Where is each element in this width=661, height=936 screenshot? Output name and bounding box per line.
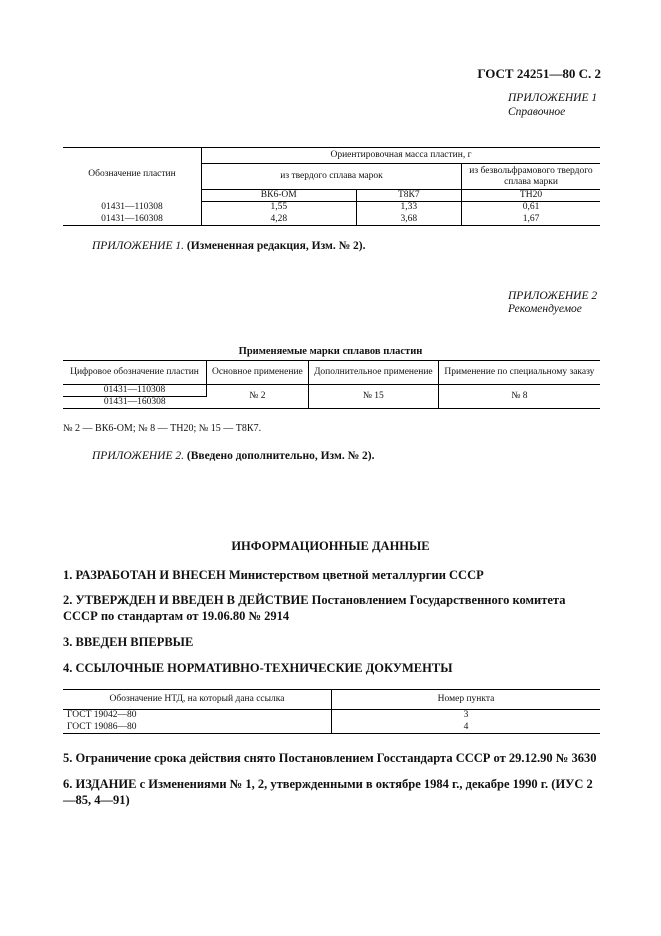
col-header: Дополнительное применение	[308, 361, 438, 385]
doc-cell: ГОСТ 19086—80	[63, 722, 332, 734]
info-item-3: 3. ВВЕДЕН ВПЕРВЫЕ	[63, 635, 194, 649]
grade-header: ВК6-ОМ	[202, 190, 357, 202]
col-designation-header: Обозначение пластин	[63, 148, 202, 202]
special-application-cell: № 8	[438, 385, 600, 409]
col-header: Обозначение НТД, на который дана ссылка	[63, 690, 332, 710]
additional-application-cell: № 15	[308, 385, 438, 409]
grade-header: Т8К7	[356, 190, 461, 202]
appendix2-label: ПРИЛОЖЕНИЕ 2	[508, 290, 598, 302]
appendix1-note	[92, 240, 366, 252]
designation-cell: 01431—160308	[63, 214, 202, 226]
note-ref: ПРИЛОЖЕНИЕ 2.	[92, 450, 184, 462]
appendix1-table	[63, 147, 600, 226]
appendix2-table	[63, 360, 600, 409]
value-cell: 4,28	[202, 214, 357, 226]
table-row	[63, 214, 600, 226]
note-change: (Измененная редакция, Изм. № 2).	[186, 240, 366, 252]
appendix2-type: Рекомендуемое	[508, 303, 582, 315]
appendix2-legend: № 2 — ВК6-ОМ; № 8 — ТН20; № 15 — Т8К7.	[63, 423, 262, 434]
appendix2-table-title: Применяемые марки сплавов пластин	[238, 346, 423, 357]
value-cell: 3,68	[356, 214, 461, 226]
designation-cell: 01431—110308	[63, 202, 202, 214]
note-ref: ПРИЛОЖЕНИЕ 1.	[92, 240, 184, 252]
col-mass-header: Ориентировочная масса пластин, г	[202, 148, 601, 164]
value-cell: 1,67	[462, 214, 601, 226]
info-item-1: 1. РАЗРАБОТАН И ВНЕСЕН Министерством цветной металлургии СССР	[63, 568, 484, 582]
value-cell: 1,33	[356, 202, 461, 214]
designation-cell: 01431—160308	[63, 397, 207, 409]
grade-header: ТН20	[462, 190, 601, 202]
appendix1-type: Справочное	[508, 106, 566, 118]
value-cell: 0,61	[522, 202, 540, 213]
table-row	[63, 202, 600, 214]
references-table	[63, 689, 600, 734]
doc-cell: ГОСТ 19042—80	[63, 710, 332, 722]
note-change: (Введено дополнительно, Изм. № 2).	[186, 450, 375, 462]
table-row	[63, 710, 600, 722]
value-cell: 1,55	[202, 202, 357, 214]
info-item-5: 5. Ограничение срока действия снято Постановлением Госстандарта СССР от 29.12.90 № 3630	[63, 751, 597, 765]
appendix1-label: ПРИЛОЖЕНИЕ 1	[508, 92, 598, 104]
appendix2-note	[92, 450, 374, 462]
col-header: Цифровое обозначение пластин	[63, 361, 207, 385]
clause-cell: 4	[332, 722, 601, 734]
col-header: Применение по специальному заказу	[438, 361, 600, 385]
table-row	[63, 722, 600, 734]
main-application-cell: № 2	[207, 385, 309, 409]
table-row	[63, 385, 600, 397]
clause-cell: 3	[463, 710, 469, 721]
info-item-2: 2. УТВЕРЖДЕН И ВВЕДЕН В ДЕЙСТВИЕ Постановлением Государственного комитета СССР по стандартам от 19.06.80 № 2914	[63, 593, 566, 623]
info-item-4: 4. ССЫЛОЧНЫЕ НОРМАТИВНО-ТЕХНИЧЕСКИЕ ДОКУМЕНТЫ	[63, 661, 453, 675]
designation-cell: 01431—110308	[63, 385, 207, 397]
col-header: Номер пункта	[332, 690, 601, 710]
info-title: ИНФОРМАЦИОННЫЕ ДАННЫЕ	[231, 539, 430, 553]
col-header: Основное применение	[207, 361, 309, 385]
info-item-6: 6. ИЗДАНИЕ с Изменениями № 1, 2, утвержденными в октябре 1984 г., декабре 1990 г. (ИУС 2—85, 4—91)	[63, 777, 593, 807]
group-hard-header: из твердого сплава марок	[202, 164, 462, 190]
page-header: ГОСТ 24251—80 С. 2	[477, 66, 601, 81]
group-tungstenfree-header: из безвольфрамового твердого сплава марки	[462, 164, 601, 190]
